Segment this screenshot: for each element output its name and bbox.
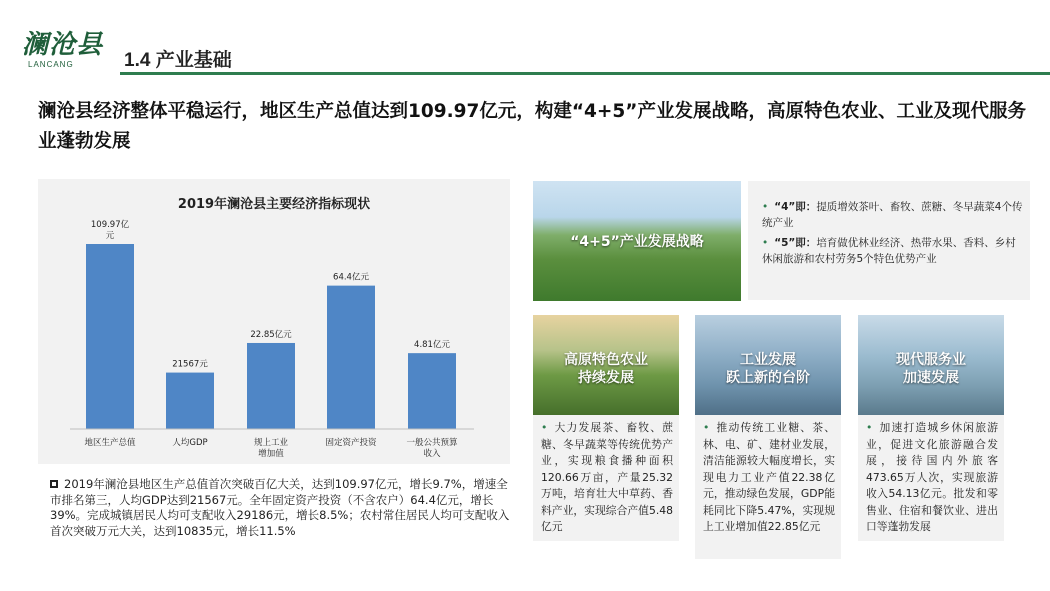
logo-text: 澜沧县	[22, 30, 104, 60]
industry-text-body: 推动传统工业糖、茶、林、电、矿、建材业发展，清洁能源较大幅度增长，实现电力工业产值22.38亿元，推动绿色发展，GDP能耗同比下降5.47%，实现规上工业增加值22.85亿元	[703, 421, 835, 533]
services-text-body: 加速打造城乡休闲旅游业，促进文化旅游融合发展，接待国内外旅客473.65万人次，实现旅游收入54.13亿元。批发和零售业、住宿和餐饮业、进出口等蓬勃发展	[866, 421, 998, 533]
chart-title: 2019年澜沧县主要经济指标现状	[177, 197, 371, 212]
industry-title-line2: 跃上新的台阶	[726, 370, 810, 386]
bullet-icon: •	[762, 237, 769, 249]
services-title-line2: 加速发展	[903, 370, 959, 386]
economic-summary-note	[50, 477, 512, 539]
chart-svg	[38, 179, 510, 464]
bar-3	[327, 286, 375, 429]
data-label-4: 4.81亿元	[414, 340, 450, 351]
data-label-2: 22.85亿元	[250, 329, 292, 340]
summary-text: 2019年澜沧县地区生产总值首次突破百亿大关，达到109.97亿元，增长9.7%，增速全市排名第三，人均GDP达到21567元。全年固定资产投资（不含农户）64.4亿元，增长39%。完成城镇居民人均可支配收入29186元，增长8.5%；农村常住居民人均可支配收入首次突破万元大关，达到10835元，增长11.5%	[50, 477, 510, 538]
bullet-icon: •	[703, 421, 710, 434]
data-label-1: 21567元	[172, 359, 208, 370]
category-label-4: 一般公共预算	[406, 438, 458, 448]
header-divider	[120, 72, 1050, 75]
square-bullet-icon	[50, 480, 58, 488]
agriculture-title	[533, 351, 679, 387]
industry-text	[695, 415, 841, 559]
strategy-description	[748, 181, 1030, 300]
industry-title-line1: 工业发展	[740, 352, 796, 368]
bar-0	[86, 244, 134, 429]
category-label-1: 人均GDP	[172, 438, 208, 448]
strategy-item-5	[762, 235, 1024, 267]
agriculture-image	[533, 315, 679, 415]
strategy-item-text: 培育做优林业经济、热带水果、香料、乡村休闲旅游和农村劳务5个特色优势产业	[762, 237, 1016, 265]
bullet-icon: •	[762, 201, 769, 213]
logo-subtext: LANCANG	[28, 60, 74, 69]
strategy-item-text: 提质增效茶叶、畜牧、蔗糖、冬早蔬菜4个传统产业	[762, 201, 1023, 229]
services-image	[858, 315, 1004, 415]
services-title-line1: 现代服务业	[896, 352, 966, 368]
category-label-0: 地区生产总值	[84, 438, 136, 448]
strategy-item-4	[762, 199, 1024, 231]
strategy-image	[533, 181, 741, 301]
bullet-icon: •	[541, 421, 548, 434]
data-label-0: 109.97亿	[90, 220, 130, 230]
category-label-4: 收入	[423, 449, 441, 459]
services-text	[858, 415, 1004, 541]
agriculture-text-body: 大力发展茶、畜牧、蔗糖、冬早蔬菜等传统优势产业，实现粮食播种面积120.66万亩，产量25.32万吨，培育壮大中草药、香料产业，实现综合产值5.48亿元	[541, 421, 674, 533]
bar-2	[247, 343, 295, 429]
agriculture-title-line2: 持续发展	[578, 370, 634, 386]
data-label-3: 64.4亿元	[333, 272, 369, 283]
page-headline: 澜沧县经济整体平稳运行，地区生产总值达到109.97亿元，构建“4+5”产业发展战略，高原特色农业、工业及现代服务业蓬勃发展	[38, 101, 1026, 152]
agriculture-title-line1: 高原特色农业	[564, 352, 648, 368]
bullet-icon: •	[866, 421, 873, 434]
strategy-image-label: “4+5”产业发展战略	[570, 234, 704, 250]
agriculture-text	[533, 415, 679, 541]
economic-indicators-chart	[38, 179, 510, 464]
industry-image	[695, 315, 841, 415]
services-title	[858, 351, 1004, 387]
category-label-2: 规上工业	[253, 438, 289, 448]
strategy-item-label: “5”即：	[774, 237, 817, 249]
strategy-item-label: “4”即：	[774, 201, 817, 213]
bar-1	[166, 373, 214, 429]
category-label-3: 固定资产投资	[325, 438, 377, 448]
section-title: 1.4 产业基础	[124, 50, 232, 71]
lancang-logo	[22, 30, 114, 74]
industry-title	[695, 351, 841, 387]
data-label-0: 元	[105, 231, 115, 241]
category-label-2: 增加值	[258, 449, 284, 459]
bar-4	[408, 353, 456, 429]
